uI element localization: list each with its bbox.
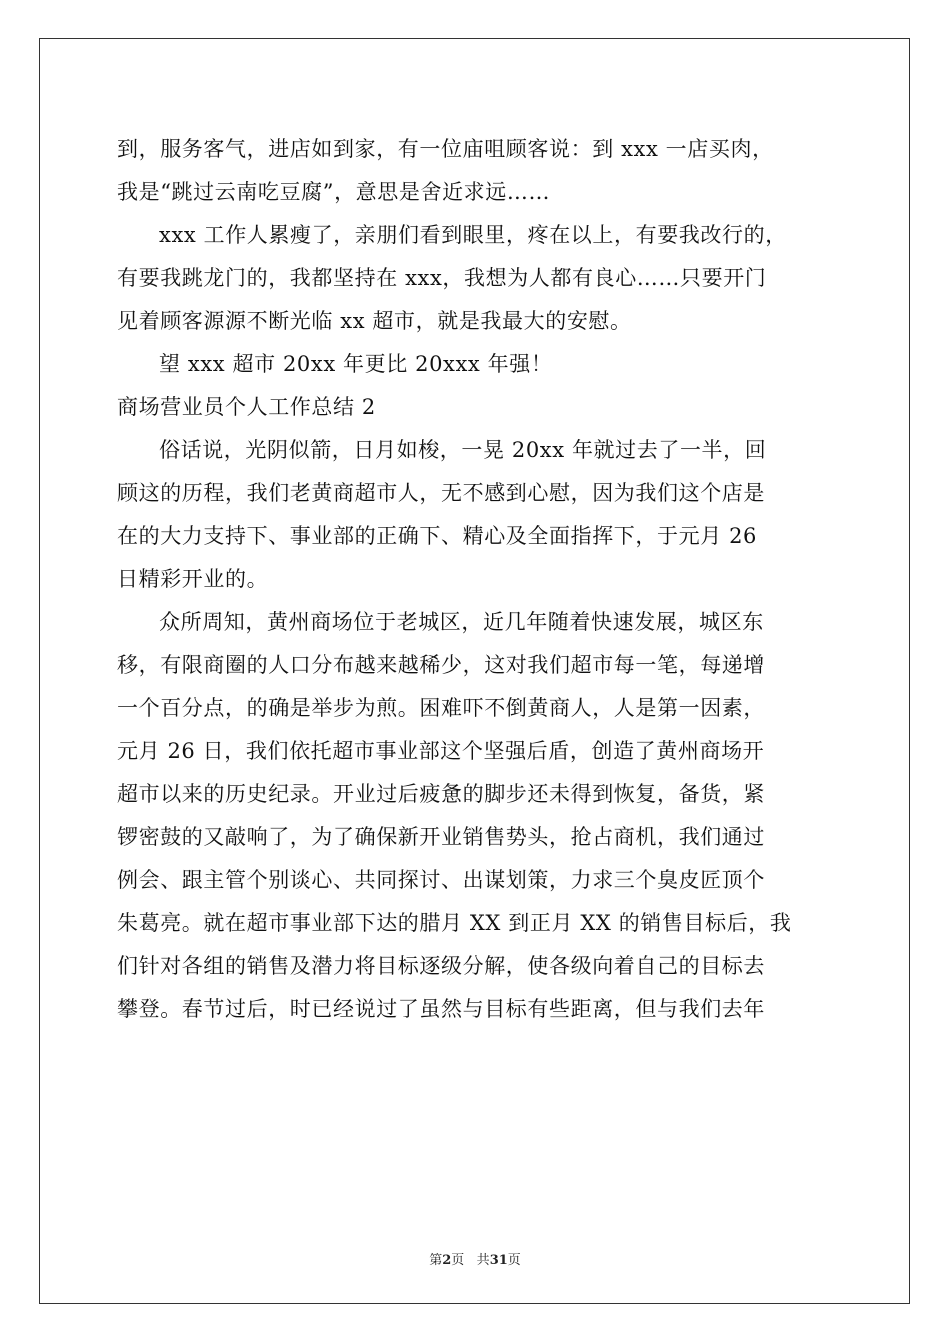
text-line: 朱葛亮。就在超市事业部下达的腊月 XX 到正月 XX 的销售目标后，我	[117, 911, 792, 935]
text-line: 超市以来的历史纪录。开业过后疲惫的脚步还未得到恢复，备货，紧	[117, 782, 765, 806]
text-line: 我是“跳过云南吃豆腐”，意思是舍近求远……	[117, 180, 551, 204]
text-line: 在的大力支持下、事业部的正确下、精心及全面指挥下，于元月 26	[117, 524, 757, 548]
text-line: 移，有限商圈的人口分布越来越稀少，这对我们超市每一笔，每递增	[117, 653, 765, 677]
text-line: 众所周知，黄州商场位于老城区，近几年随着快速发展，城区东	[159, 610, 764, 634]
text-line: 一个百分点，的确是举步为煎。困难吓不倒黄商人，人是第一因素，	[117, 696, 765, 720]
text-line: 攀登。春节过后，时已经说过了虽然与目标有些距离，但与我们去年	[117, 997, 765, 1021]
page-footer	[0, 1249, 950, 1268]
footer-prefix: 第	[429, 1253, 443, 1268]
total-page-count: 31	[489, 1253, 508, 1268]
text-line: 日精彩开业的。	[117, 567, 269, 591]
footer-total-prefix: 共	[476, 1253, 490, 1268]
footer-page-suffix: 页	[451, 1253, 465, 1268]
text-line: 顾这的历程，我们老黄商超市人，无不感到心慰，因为我们这个店是	[117, 481, 765, 505]
text-line: 望 xxx 超市 20xx 年更比 20xxx 年强！	[159, 352, 553, 376]
text-line: 俗话说，光阴似箭，日月如梭，一晃 20xx 年就过去了一半，回	[159, 438, 767, 462]
text-line: 例会、跟主管个别谈心、共同探讨、出谋划策，力求三个臭皮匠顶个	[117, 868, 765, 892]
footer-total-suffix: 页	[507, 1253, 521, 1268]
text-line: 见着顾客源源不断光临 xx 超市，就是我最大的安慰。	[117, 309, 632, 333]
section-heading: 商场营业员个人工作总结 2	[117, 395, 376, 419]
text-line: 锣密鼓的又敲响了，为了确保新开业销售势头，抢占商机，我们通过	[117, 825, 765, 849]
current-page-number: 2	[442, 1253, 452, 1268]
text-line: 有要我跳龙门的，我都坚持在 xxx，我想为人都有良心……只要开门	[117, 266, 767, 290]
text-line: 到，服务客气，进店如到家，有一位庙咀顾客说：到 xxx 一店买肉，	[117, 137, 774, 161]
document-body	[117, 128, 837, 1031]
text-line: 们针对各组的销售及潜力将目标逐级分解，使各级向着自己的目标去	[117, 954, 765, 978]
text-line: 元月 26 日，我们依托超市事业部这个坚强后盾，创造了黄州商场开	[117, 739, 765, 763]
text-line: xxx 工作人累瘦了，亲朋们看到眼里，疼在以上，有要我改行的，	[159, 223, 787, 247]
